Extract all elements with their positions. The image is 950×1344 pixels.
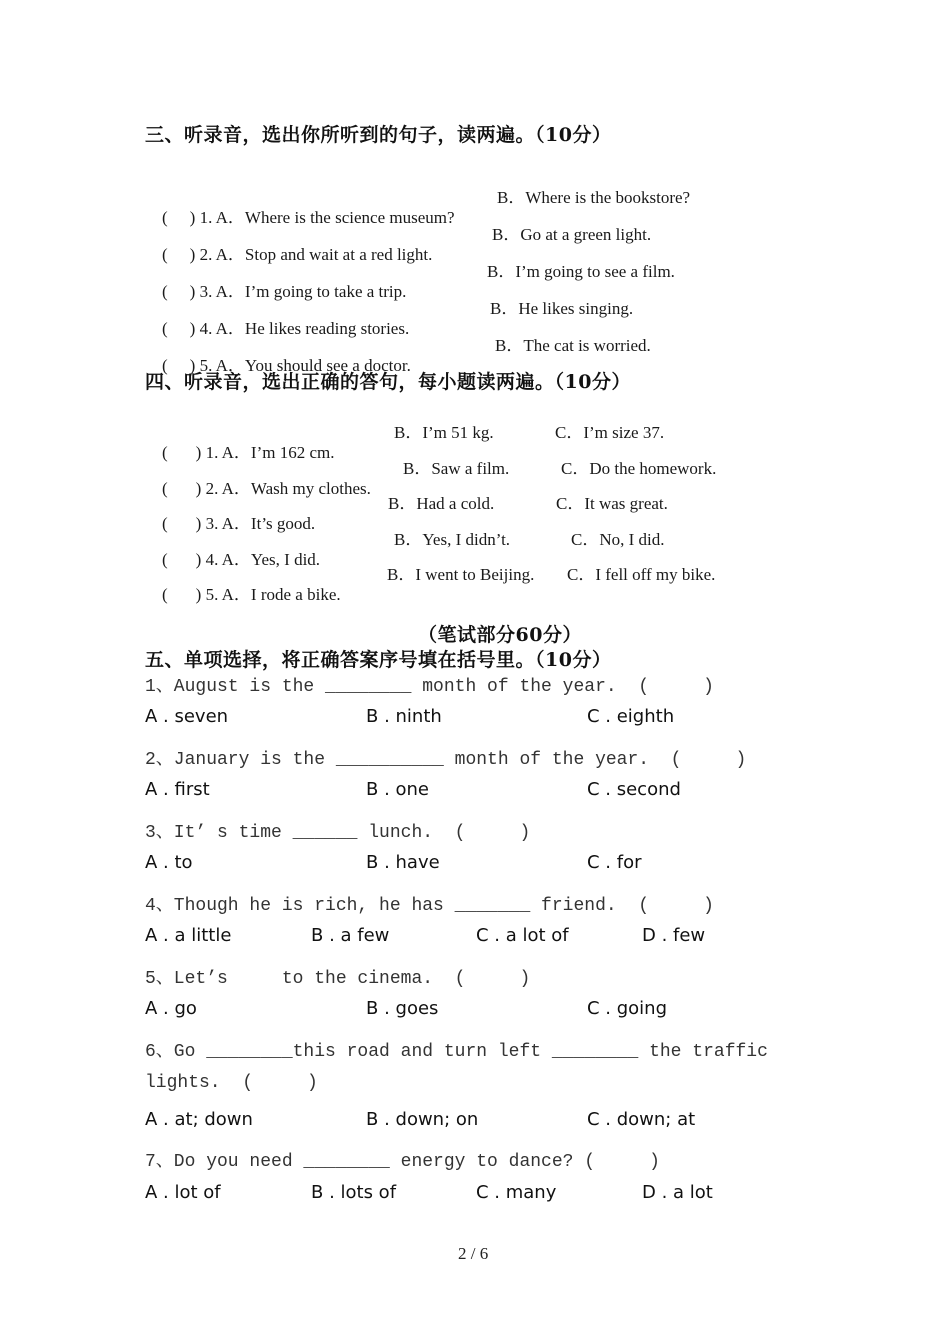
list-item: ( ) 3. A．I’m going to take a trip. (162, 282, 407, 301)
answer-bracket-open[interactable]: ( (162, 443, 168, 462)
option-c: C . many (476, 1182, 557, 1203)
option-c: C．It was great. (556, 494, 668, 513)
question-7: 7、Do you need ________ energy to dance? ( ) (145, 1152, 660, 1172)
question-number: 2. (199, 245, 213, 264)
option-c: C．I’m size 37. (555, 423, 665, 442)
question-3: 3、It’ s time ______ lunch. ( ) (145, 823, 531, 843)
option-b: B．I’m 51 kg. (394, 423, 494, 442)
option-b: B．The cat is worried. (495, 336, 651, 355)
question-number: 1. (205, 443, 219, 462)
option-b: B．I went to Beijing. (387, 565, 535, 584)
option-c: C . a lot of (476, 925, 569, 946)
page-number: 2 / 6 (458, 1244, 489, 1263)
answer-bracket-open[interactable]: ( (162, 550, 168, 569)
question-6: 6、Go ________this road and turn left ________ the traffic (145, 1042, 768, 1062)
option-b: B . down; on (366, 1109, 479, 1130)
option-a: A . lot of (145, 1182, 221, 1203)
option-b: B．Yes, I didn’t. (394, 530, 511, 549)
option-b: B . ninth (366, 706, 442, 727)
option-a: A．It’s good. (221, 514, 316, 533)
option-a: A . at; down (145, 1109, 253, 1130)
option-b: B．Go at a green light. (492, 225, 652, 244)
written-part-label: （笔试部分60分） (418, 624, 582, 646)
option-a: A．He likes reading stories. (215, 319, 410, 338)
answer-bracket-open[interactable]: ( (162, 319, 168, 338)
section-3-title: 三、听录音，选出你所听到的句子，读两遍。（10分） (145, 124, 612, 146)
option-a: A . seven (145, 706, 229, 727)
list-item: ( ) 1. A．I’m 162 cm. (162, 443, 335, 462)
question-number: 3. (205, 514, 219, 533)
answer-bracket-open[interactable]: ( (162, 585, 168, 604)
option-c: C . second (587, 779, 681, 800)
option-a: A．Where is the science museum? (215, 208, 455, 227)
question-1: 1、August is the ________ month of the year. ( ) (145, 677, 714, 697)
option-b: B．I’m going to see a film. (487, 262, 675, 281)
section-5-title: 五、单项选择，将正确答案序号填在括号里。（10分） (145, 649, 612, 671)
option-b: B．Where is the bookstore? (497, 188, 691, 207)
question-number: 4. (199, 319, 213, 338)
option-a: A．I’m going to take a trip. (215, 282, 407, 301)
option-b: B . lots of (311, 1182, 397, 1203)
option-c: C．No, I did. (571, 530, 665, 549)
option-b: B . have (366, 852, 440, 873)
option-d: D . a lot (642, 1182, 713, 1203)
question-4: 4、Though he is rich, he has _______ friend. ( ) (145, 896, 714, 916)
answer-bracket-open[interactable]: ( (162, 356, 168, 375)
option-a: A．You should see a doctor. (215, 356, 411, 375)
question-2: 2、January is the __________ month of the year. ( ) (145, 750, 747, 770)
question-number: 2. (205, 479, 219, 498)
option-b: B．He likes singing. (490, 299, 634, 318)
option-b: B . a few (311, 925, 390, 946)
list-item: ( ) 2. A．Stop and wait at a red light. (162, 245, 433, 264)
question-number: 4. (205, 550, 219, 569)
question-number: 5. (199, 356, 213, 375)
option-a: A．Stop and wait at a red light. (215, 245, 433, 264)
option-b: B . one (366, 779, 430, 800)
option-c: C . for (587, 852, 642, 873)
option-c: C . eighth (587, 706, 675, 727)
answer-bracket-open[interactable]: ( (162, 282, 168, 301)
option-a: A．I’m 162 cm. (221, 443, 335, 462)
option-a: A . first (145, 779, 210, 800)
question-number: 3. (199, 282, 213, 301)
answer-bracket-open[interactable]: ( (162, 479, 168, 498)
question-5: 5、Let’s to the cinema. ( ) (145, 969, 531, 989)
question-number: 1. (199, 208, 213, 227)
option-b: B．Had a cold. (388, 494, 495, 513)
option-a: A . go (145, 998, 197, 1019)
answer-bracket-open[interactable]: ( (162, 245, 168, 264)
answer-bracket-open[interactable]: ( (162, 208, 168, 227)
answer-bracket-open[interactable]: ( (162, 514, 168, 533)
question-6-continued: lights. ( ) (145, 1073, 318, 1093)
option-d: D . few (642, 925, 706, 946)
option-c: C . down; at (587, 1109, 696, 1130)
list-item: ( ) 4. A．He likes reading stories. (162, 319, 410, 338)
list-item: ( ) 3. A．It’s good. (162, 514, 316, 533)
option-a: A．Wash my clothes. (221, 479, 371, 498)
section-4-title: 四、听录音，选出正确的答句，每小题读两遍。（10分） (145, 371, 631, 393)
option-b: B．Saw a film. (403, 459, 510, 478)
option-a: A . to (145, 852, 193, 873)
option-a: A．I rode a bike. (221, 585, 341, 604)
list-item: ( ) 4. A．Yes, I did. (162, 550, 321, 569)
option-a: A . a little (145, 925, 232, 946)
option-c: C . going (587, 998, 668, 1019)
list-item: ( ) 5. A．I rode a bike. (162, 585, 341, 604)
option-c: C．I fell off my bike. (567, 565, 716, 584)
list-item: ( ) 2. A．Wash my clothes. (162, 479, 371, 498)
option-c: C．Do the homework. (561, 459, 717, 478)
question-number: 5. (205, 585, 219, 604)
list-item: ( ) 1. A．Where is the science museum? (162, 208, 455, 227)
option-a: A．Yes, I did. (221, 550, 321, 569)
list-item: ( ) 5. A．You should see a doctor. (162, 356, 411, 375)
option-b: B . goes (366, 998, 439, 1019)
